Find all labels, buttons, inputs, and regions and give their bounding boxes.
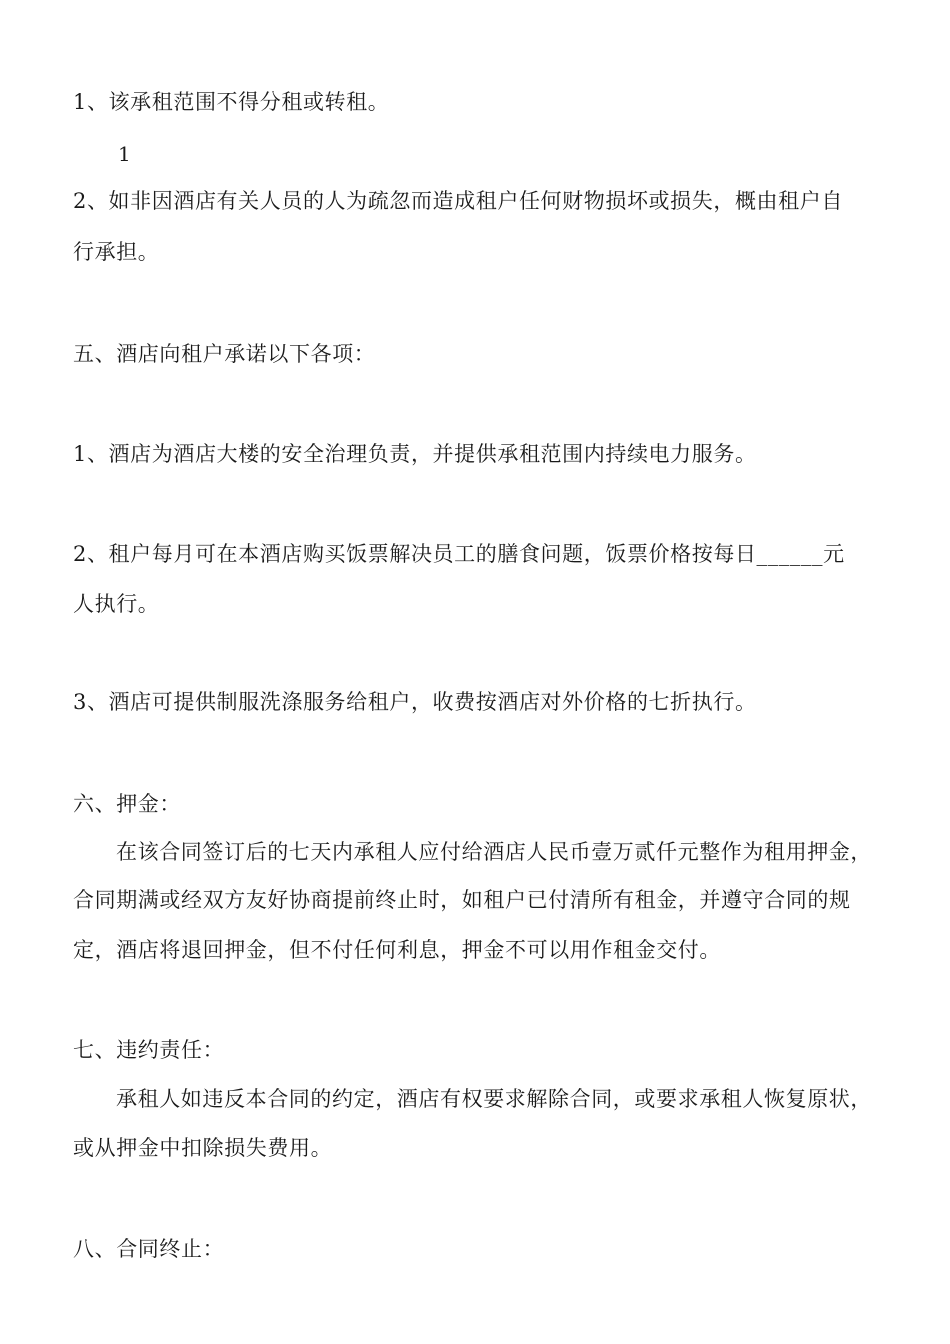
section-6-heading: 六、押金： (73, 792, 181, 816)
section-5-item-2: 2、租户每月可在本酒店购买饭票解决员工的膳食问题，饭票价格按每日______元 (73, 542, 845, 566)
section-8-heading: 八、合同终止： (73, 1237, 225, 1261)
section-7-heading: 七、违约责任： (73, 1038, 225, 1062)
section-7-paragraph-line-1: 承租人如违反本合同的约定，酒店有权要求解除合同，或要求承租人恢复原状， (116, 1087, 872, 1111)
section-5-heading: 五、酒店向租户承诺以下各项： (73, 342, 376, 366)
page-number: 1 (118, 142, 132, 166)
section-6-paragraph-line-2: 合同期满或经双方友好协商提前终止时，如租户已付清所有租金，并遵守合同的规 (73, 888, 851, 912)
section-5-item-3: 3、酒店可提供制服洗涤服务给租户，收费按酒店对外价格的七折执行。 (73, 690, 757, 714)
clause-1-no-sublet: 1、该承租范围不得分租或转租。 (73, 90, 390, 114)
clause-2-liability-cont: 行承担。 (73, 240, 160, 264)
section-6-paragraph-line-3: 定，酒店将退回押金，但不付任何利息，押金不可以用作租金交付。 (73, 938, 721, 962)
section-7-paragraph-line-2: 或从押金中扣除损失费用。 (73, 1136, 333, 1160)
section-5-item-2-cont: 人执行。 (73, 592, 160, 616)
section-6-paragraph-line-1: 在该合同签订后的七天内承租人应付给酒店人民币壹万贰仟元整作为租用押金， (116, 840, 872, 864)
section-5-item-1: 1、酒店为酒店大楼的安全治理负责，并提供承租范围内持续电力服务。 (73, 442, 757, 466)
clause-2-liability: 2、如非因酒店有关人员的人为疏忽而造成租户任何财物损坏或损失，概由租户自 (73, 189, 843, 213)
